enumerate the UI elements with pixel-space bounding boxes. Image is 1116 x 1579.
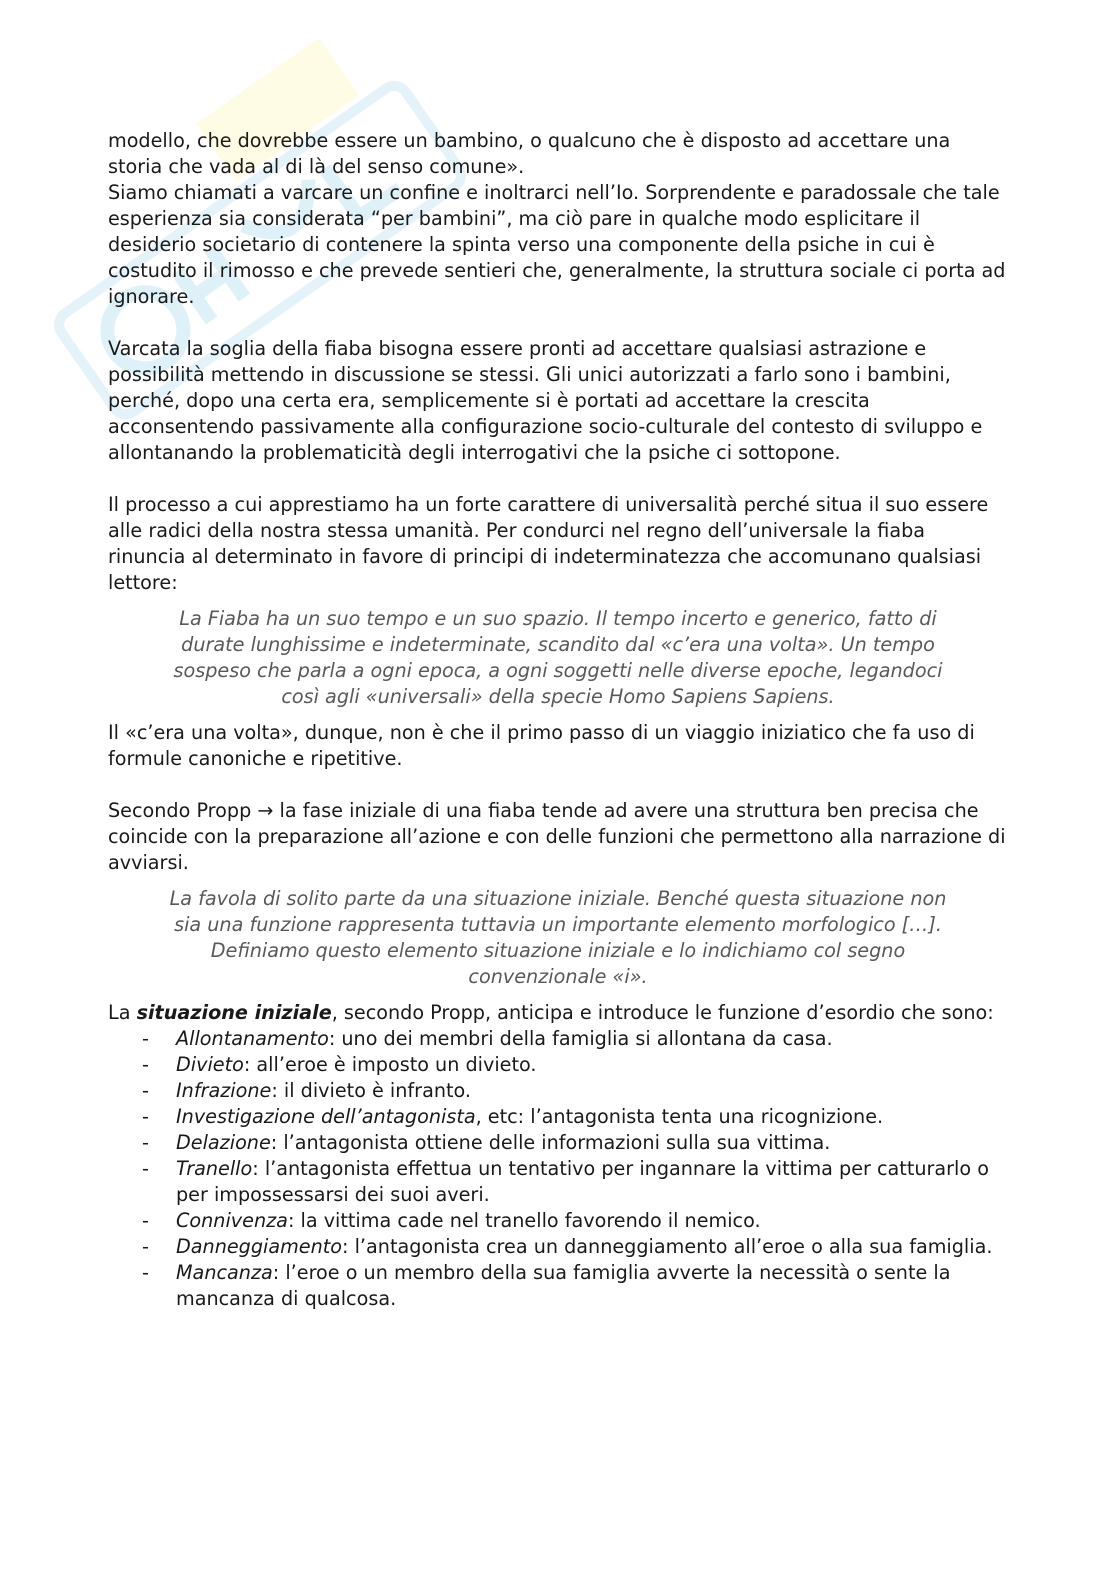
block-quote-2: La favola di solito parte da una situazione iniziale. Benché questa situazione non sia una funzione rappresenta tuttavia un importante elemento morfologico […]. Definiamo questo elemento situazione iniziale e lo indichiamo col segno convenzionale «i». <box>169 887 947 988</box>
list-item <box>176 1156 1008 1208</box>
function-desc: , etc: l’antagonista tenta una ricognizione. <box>475 1105 884 1128</box>
paragraph-7-rest: , secondo Propp, anticipa e introduce le funzione d’esordio che sono: <box>331 1001 994 1024</box>
list-item <box>176 1260 1008 1312</box>
paragraph-4: Il processo a cui apprestiamo ha un forte carattere di universalità perché situa il suo essere alle radici della nostra stessa umanità. Per condurci nel regno dell’universale la fiaba rinuncia al determinato in favore di principi di indeterminatezza che accomunano qualsiasi lettore: <box>108 493 989 594</box>
list-item <box>176 1026 1008 1052</box>
list-item <box>176 1130 1008 1156</box>
function-desc: : la vittima cade nel tranello favorendo il nemico. <box>287 1209 761 1232</box>
list-item <box>176 1078 1008 1104</box>
function-term: Mancanza <box>176 1261 273 1284</box>
function-term: Tranello <box>176 1157 253 1180</box>
function-desc: : l’antagonista ottiene delle informazioni sulla sua vittima. <box>270 1131 831 1154</box>
function-term: Delazione <box>176 1131 271 1154</box>
function-list <box>108 1026 1008 1312</box>
function-term: Connivenza <box>176 1209 288 1232</box>
document-page <box>108 128 1008 1312</box>
function-term: Investigazione dell’antagonista <box>176 1105 476 1128</box>
function-term: Danneggiamento <box>176 1235 343 1258</box>
paragraph-1: modello, che dovrebbe essere un bambino, o qualcuno che è disposto ad accettare una storia che vada al di là del senso comune». <box>108 129 951 178</box>
function-desc: : l’eroe o un membro della sua famiglia avverte la necessità o sente la mancanza di qualcosa. <box>176 1261 951 1310</box>
function-desc: : l’antagonista crea un danneggiamento all’eroe o alla sua famiglia. <box>342 1235 993 1258</box>
paragraph-6: Secondo Propp → la fase iniziale di una fiaba tende ad avere una struttura ben precisa che coincide con la preparazione all’azione e con delle funzioni che permettono alla narrazione di avviarsi. <box>108 799 1006 874</box>
paragraph-5: Il «c’era una volta», dunque, non è che il primo passo di un viaggio iniziatico che fa uso di formule canoniche e ripetitive. <box>108 721 975 770</box>
function-desc: : all’eroe è imposto un divieto. <box>243 1053 537 1076</box>
function-term: Divieto <box>176 1053 244 1076</box>
list-item <box>176 1052 1008 1078</box>
list-item <box>176 1208 1008 1234</box>
list-item <box>176 1234 1008 1260</box>
function-desc: : il divieto è infranto. <box>271 1079 472 1102</box>
function-desc: : uno dei membri della famiglia si allontana da casa. <box>328 1027 833 1050</box>
function-desc: : l’antagonista effettua un tentativo per ingannare la vittima per catturarlo o per impossessarsi dei suoi averi. <box>176 1157 989 1206</box>
paragraph-2: Siamo chiamati a varcare un confine e inoltrarci nell’Io. Sorprendente e paradossale che tale esperienza sia considerata “per bambini”, ma ciò pare in qualche modo esplicitare il desiderio societario di contenere la spinta verso una componente della psiche in cui è costudito il rimosso e che prevede sentieri che, generalmente, la struttura sociale ci porta ad ignorare. <box>108 181 1006 308</box>
paragraph-7-lead: La <box>108 1001 137 1024</box>
paragraph-7 <box>108 1000 1008 1026</box>
paragraph-3: Varcata la soglia della fiaba bisogna essere pronti ad accettare qualsiasi astrazione e possibilità mettendo in discussione se stessi. Gli unici autorizzati a farlo sono i bambini, perché, dopo una certa era, semplicemente si è portati ad accettare la crescita acconsentendo passivamente alla configurazione socio-culturale del contesto di sviluppo e allontanando la problematicità degli interrogativi che la psiche ci sottopone. <box>108 337 983 464</box>
term-situazione-iniziale: situazione iniziale <box>136 1001 332 1024</box>
list-item <box>176 1104 1008 1130</box>
function-term: Allontanamento <box>176 1027 329 1050</box>
function-term: Infrazione <box>176 1079 272 1102</box>
block-quote-1: La Fiaba ha un suo tempo e un suo spazio. Il tempo incerto e generico, fatto di durate lunghissime e indeterminate, scandito dal «c’era una volta». Un tempo sospeso che parla a ogni epoca, a ogni soggetti nelle diverse epoche, legandoci così agli «universali» della specie Homo Sapiens Sapiens. <box>173 607 943 708</box>
